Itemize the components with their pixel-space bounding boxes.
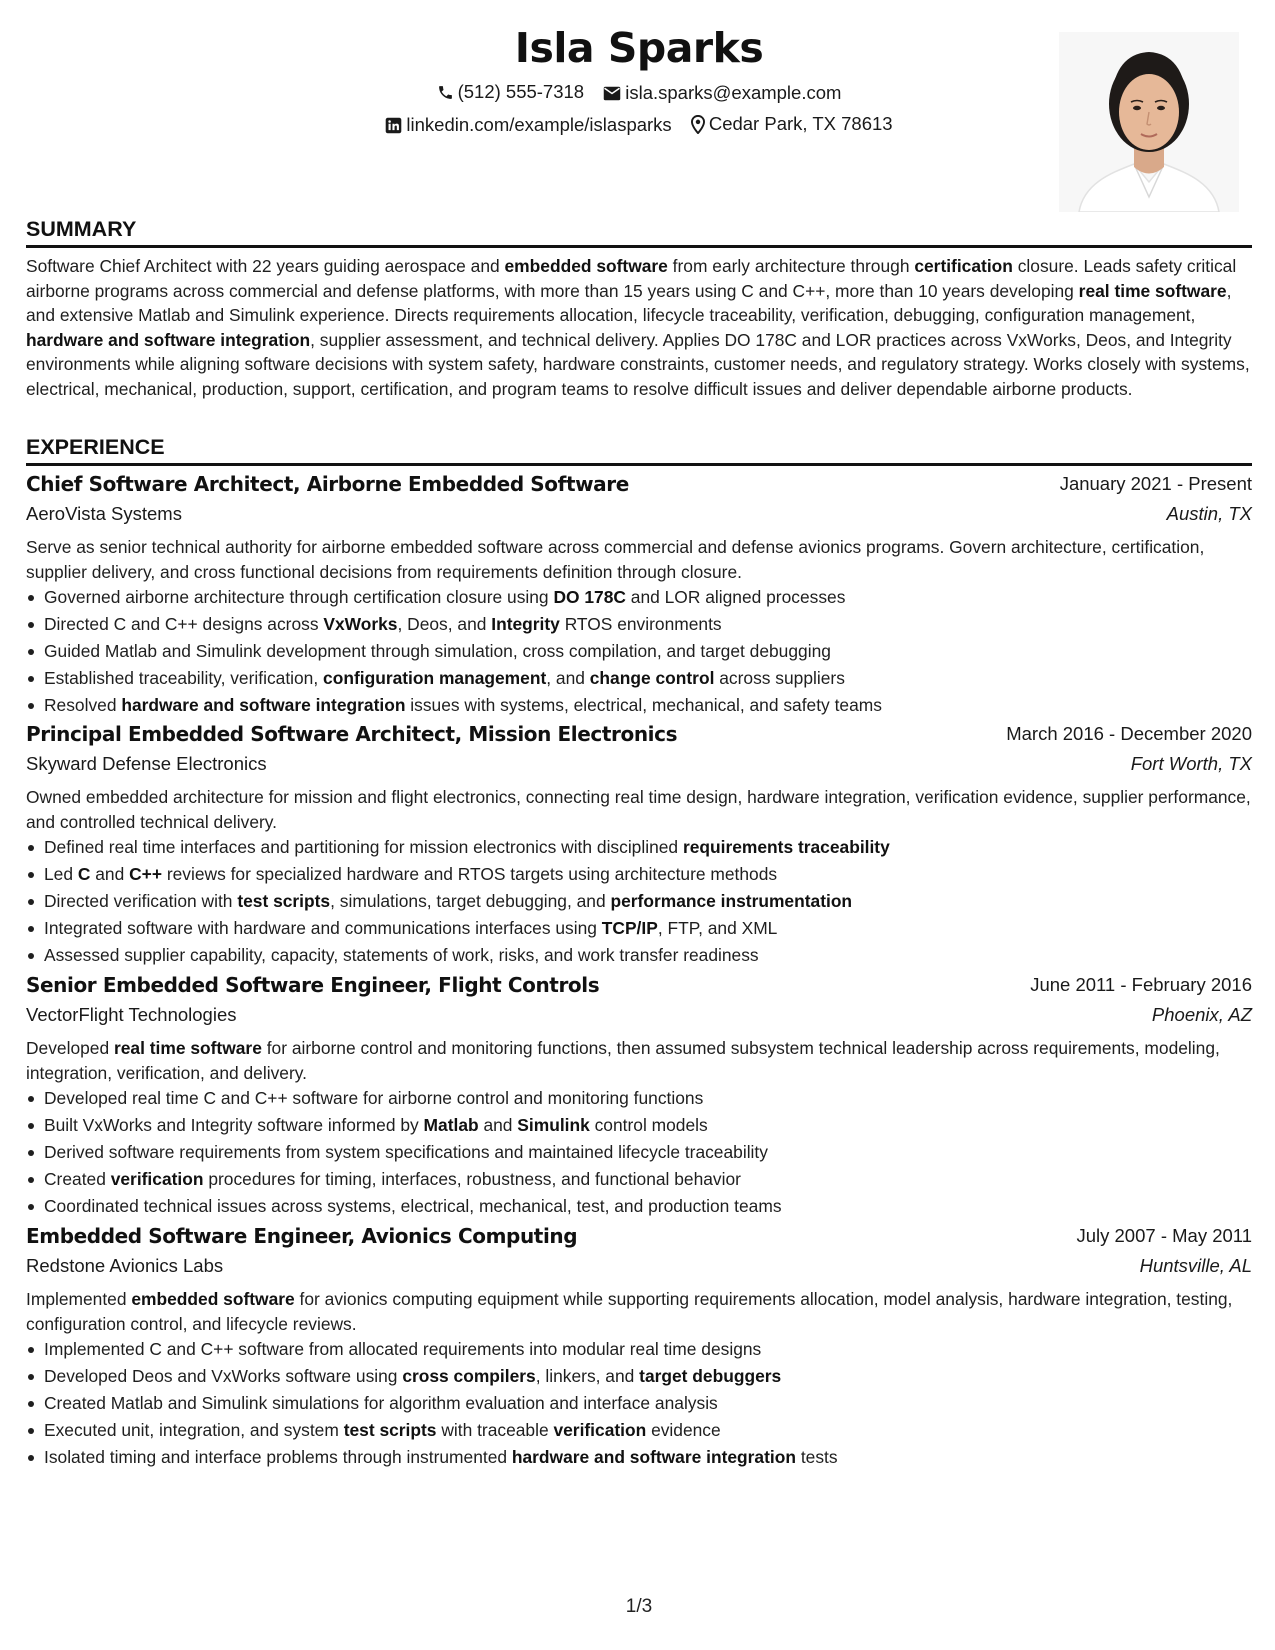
text-run: Governed airborne architecture through certification closure using [44, 587, 554, 607]
text-run: Defined real time interfaces and partitioning for mission electronics with disciplined [44, 837, 683, 857]
bold-keyword: DO 178C [553, 587, 626, 607]
job-company: VectorFlight Technologies [26, 1004, 237, 1025]
text-run: reviews for specialized hardware and RTOS targets using architecture methods [161, 864, 778, 884]
bold-keyword: C++ [129, 864, 162, 884]
job-description [26, 1036, 1252, 1085]
text-run: issues with systems, electrical, mechanical, and safety teams [405, 695, 882, 715]
text-run: for airborne control and monitoring functions, then assumed subsystem technical leadership across requirements, modeling, integration, verification, and delivery. [26, 1038, 1220, 1083]
job-bullets [26, 1336, 1252, 1471]
bold-keyword: verification [553, 1420, 647, 1440]
bold-keyword: performance instrumentation [610, 891, 853, 911]
text-run: , and extensive Matlab and Simulink experience. Directs requirements allocation, lifecycle traceability, verification, debugging, configuration management, [26, 280, 1232, 325]
text-run: Isolated timing and interface problems through instrumented [44, 1447, 512, 1467]
bullet-item [26, 1193, 1252, 1220]
bold-keyword: embedded software [131, 1289, 295, 1309]
job-dates: July 2007 - May 2011 [1076, 1225, 1252, 1246]
bullet-item [26, 1363, 1252, 1390]
text-run: RTOS environments [559, 614, 722, 634]
bold-keyword: target debuggers [639, 1366, 782, 1386]
phone-icon [437, 84, 454, 101]
email-contact[interactable] [603, 80, 841, 106]
text-run: and LOR aligned processes [625, 587, 846, 607]
map-pin-icon [691, 115, 705, 134]
job-company: AeroVista Systems [26, 503, 182, 524]
text-run: Implemented [26, 1289, 132, 1309]
experience-heading: EXPERIENCE [26, 435, 165, 459]
text-run: Guided Matlab and Simulink development through simulation, cross compilation, and target debugging [44, 641, 831, 661]
text-run: and [478, 1115, 518, 1135]
job-dates: January 2021 - Present [1059, 473, 1252, 494]
bullet-item [26, 665, 1252, 692]
job-company: Skyward Defense Electronics [26, 753, 267, 774]
bold-keyword: hardware and software integration [26, 329, 311, 350]
bold-keyword: real time software [1078, 280, 1227, 301]
bullet-item [26, 942, 1252, 969]
job-dates: June 2011 - February 2016 [1030, 974, 1252, 995]
profile-photo [1059, 32, 1239, 212]
bullet-item [26, 1166, 1252, 1193]
job-location: Phoenix, AZ [1151, 1004, 1252, 1025]
text-run: Developed Deos and VxWorks software using [44, 1366, 403, 1386]
summary-paragraph [26, 254, 1252, 401]
text-run: procedures for timing, interfaces, robustness, and functional behavior [203, 1169, 741, 1189]
resume-page [26, 0, 1252, 1650]
job-title: Principal Embedded Software Architect, Mission Electronics [26, 722, 678, 746]
text-run: Created [44, 1169, 111, 1189]
bullet-item [26, 915, 1252, 942]
bullet-item [26, 584, 1252, 611]
text-run: , and [546, 668, 590, 688]
job-location: Huntsville, AL [1139, 1255, 1252, 1276]
text-run: Directed C and C++ designs across [44, 614, 324, 634]
bold-keyword: configuration management [323, 668, 547, 688]
text-run: , Deos, and [397, 614, 492, 634]
text-run: for avionics computing equipment while supporting requirements allocation, model analysis, hardware integration, testing, configuration control, and lifecycle reviews. [26, 1289, 1233, 1334]
bullet-item [26, 638, 1252, 665]
location-contact [691, 111, 893, 137]
job-description [26, 535, 1252, 584]
bold-keyword: C [77, 864, 91, 884]
bold-keyword: change control [589, 668, 715, 688]
candidate-name: Isla Sparks [514, 24, 764, 72]
bold-keyword: test scripts [343, 1420, 437, 1440]
text-run: Built VxWorks and Integrity software informed by [44, 1115, 424, 1135]
bullet-item [26, 1112, 1252, 1139]
job-location: Austin, TX [1166, 503, 1252, 524]
job-location: Fort Worth, TX [1130, 753, 1252, 774]
job-title: Embedded Software Engineer, Avionics Computing [26, 1224, 578, 1248]
text-run: Resolved [44, 695, 122, 715]
linkedin-icon [385, 117, 402, 134]
bold-keyword: requirements traceability [682, 837, 890, 857]
bold-keyword: Matlab [423, 1115, 479, 1135]
job-bullets [26, 1085, 1252, 1220]
text-run: Coordinated technical issues across systems, electrical, mechanical, test, and production teams [44, 1196, 782, 1216]
text-run: Integrated software with hardware and communications interfaces using [44, 918, 602, 938]
bold-keyword: cross compilers [402, 1366, 536, 1386]
text-run: Led [44, 864, 78, 884]
portrait-image [1059, 32, 1239, 212]
experience-divider [26, 463, 1252, 466]
bullet-item [26, 861, 1252, 888]
text-run: evidence [646, 1420, 721, 1440]
summary-heading: SUMMARY [26, 217, 137, 241]
text-run: closure. Leads safety critical airborne programs across commercial and defense platforms, with more than 15 years using C and C++, more than 10 years developing [26, 256, 1237, 301]
bullet-item [26, 834, 1252, 861]
text-run: , simulations, target debugging, and [330, 891, 611, 911]
text-run: Established traceability, verification, [44, 668, 324, 688]
bold-keyword: hardware and software integration [511, 1447, 796, 1467]
bold-keyword: verification [110, 1169, 204, 1189]
text-run: Derived software requirements from system specifications and maintained lifecycle traceability [44, 1142, 768, 1162]
text-run: with traceable [436, 1420, 554, 1440]
job-company: Redstone Avionics Labs [26, 1255, 224, 1276]
text-run: Owned embedded architecture for mission and flight electronics, connecting real time design, hardware integration, verification evidence, supplier performance, and controlled technical delivery. [26, 787, 1251, 832]
phone-text: (512) 555-7318 [457, 81, 585, 102]
bullet-item [26, 888, 1252, 915]
bold-keyword: Integrity [491, 614, 560, 634]
job-bullets [26, 584, 1252, 719]
location-text: Cedar Park, TX 78613 [708, 113, 893, 134]
job-description [26, 785, 1252, 834]
bold-keyword: TCP/IP [601, 918, 658, 938]
bold-keyword: test scripts [237, 891, 331, 911]
bullet-item [26, 1085, 1252, 1112]
text-run: Implemented C and C++ software from allocated requirements into modular real time designs [44, 1339, 762, 1359]
text-run: Executed unit, integration, and system [44, 1420, 344, 1440]
phone-contact [437, 79, 585, 105]
bold-keyword: real time software [113, 1038, 262, 1058]
text-run: Directed verification with [44, 891, 238, 911]
envelope-icon [603, 86, 621, 101]
job-title: Senior Embedded Software Engineer, Flight Controls [26, 973, 600, 997]
bold-keyword: embedded software [504, 256, 668, 276]
email-text[interactable]: isla.sparks@example.com [625, 82, 842, 103]
bold-keyword: hardware and software integration [121, 695, 406, 715]
text-run: from early architecture through [667, 256, 915, 276]
job-dates: March 2016 - December 2020 [1006, 723, 1252, 744]
summary-divider [26, 245, 1252, 248]
text-run: across suppliers [714, 668, 845, 688]
bullet-item [26, 692, 1252, 719]
text-run: Assessed supplier capability, capacity, statements of work, risks, and work transfer readiness [44, 945, 759, 965]
bullet-item [26, 611, 1252, 638]
job-description [26, 1287, 1252, 1336]
bold-keyword: Simulink [517, 1115, 590, 1135]
text-run: Developed [26, 1038, 114, 1058]
bullet-item [26, 1336, 1252, 1363]
bold-keyword: certification [914, 256, 1013, 276]
page-number: 1/3 [625, 1596, 653, 1617]
bullet-item [26, 1139, 1252, 1166]
bullet-item [26, 1417, 1252, 1444]
text-run: , linkers, and [535, 1366, 640, 1386]
linkedin-text[interactable]: linkedin.com/example/islasparks [406, 114, 672, 135]
linkedin-contact[interactable] [385, 112, 671, 138]
text-run: , supplier assessment, and technical delivery. Applies DO 178C and LOR practices across VxWorks, Deos, and Integrity environments while aligning software decisions with system safety, hardware constraints, customer needs, and regulatory strategy. Works closely with systems, electrical, mechanical, production, support, certification, and program teams to resolve difficult issues and deliver dependable airborne products. [26, 329, 1250, 399]
bullet-item [26, 1390, 1252, 1417]
bold-keyword: VxWorks [323, 614, 398, 634]
text-run: control models [589, 1115, 708, 1135]
job-title: Chief Software Architect, Airborne Embedded Software [26, 472, 629, 496]
text-run: Serve as senior technical authority for airborne embedded software across commercial and defense avionics programs. Govern architecture, certification, supplier delivery, and cross functional decisions from requirements definition through closure. [26, 537, 1205, 582]
text-run: tests [795, 1447, 838, 1467]
text-run: and [90, 864, 130, 884]
text-run: Software Chief Architect with 22 years guiding aerospace and [26, 256, 505, 276]
bullet-item [26, 1444, 1252, 1471]
text-run: Created Matlab and Simulink simulations for algorithm evaluation and interface analysis [44, 1393, 718, 1413]
text-run: , FTP, and XML [657, 918, 778, 938]
text-run: Developed real time C and C++ software for airborne control and monitoring functions [44, 1088, 704, 1108]
job-bullets [26, 834, 1252, 969]
